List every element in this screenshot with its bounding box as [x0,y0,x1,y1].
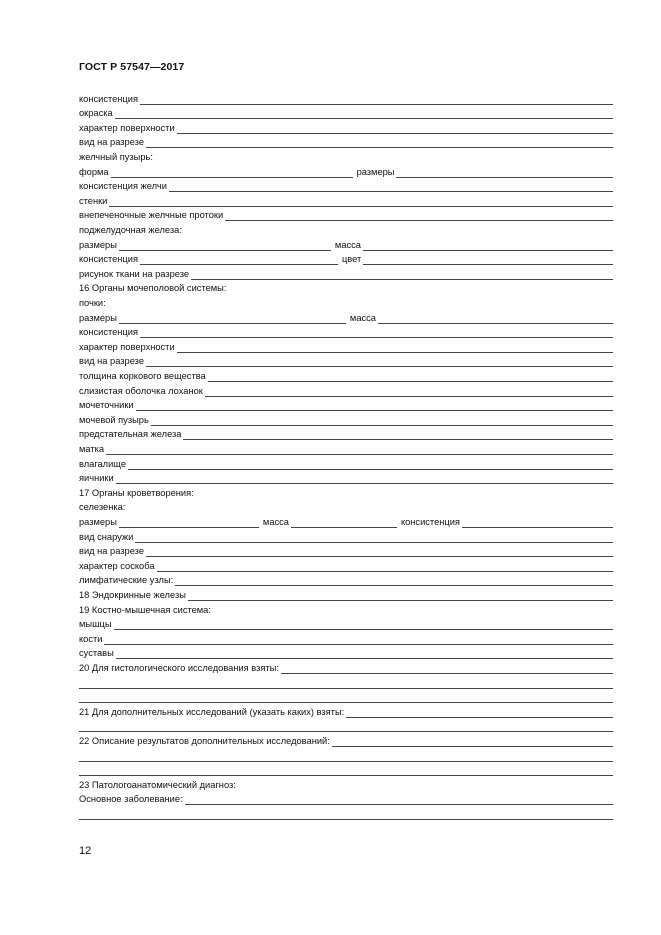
section-heading-label: 20 Для гистологического исследования взяты: [79,662,279,673]
fill-line[interactable] [462,518,613,528]
form-row [79,586,613,601]
field-label: консистенция [400,516,460,527]
form-row [79,543,613,558]
form-row [79,426,613,441]
field-label: форма [79,166,109,177]
section-heading-label: 19 Костно-мышечная система: [79,604,211,615]
field-label: стенки [79,195,108,206]
fill-line[interactable] [205,387,613,397]
section-heading [79,776,613,791]
form-row [79,572,613,587]
form-row [79,557,613,572]
fill-line[interactable] [378,314,613,324]
subheading-label: желчный пузырь: [79,151,153,162]
fill-line[interactable] [177,343,613,353]
fill-line[interactable] [146,138,613,148]
fill-line[interactable] [79,679,613,689]
section-heading-label: 17 Органы кроветворения: [79,487,194,498]
field-label: мышцы [79,619,112,630]
blank-line-row [79,762,613,777]
fill-line[interactable] [114,620,613,630]
form-row [79,616,613,631]
field-label: вид снаружи [79,531,134,542]
field-label: консистенция желчи [79,181,167,192]
field-label: размеры [356,166,395,177]
form-row [79,367,613,382]
fill-line[interactable] [79,693,613,703]
field-label: масса [334,239,361,250]
field-label: характер соскоба [79,560,155,571]
form-row [79,192,613,207]
fill-line[interactable] [185,795,613,805]
form-row [79,236,613,251]
section-heading-label: 22 Описание результатов дополнительных исследований: [79,735,330,746]
fill-line[interactable] [225,211,613,221]
form-row [79,251,613,266]
form-row [79,645,613,660]
fill-line[interactable] [136,401,613,411]
field-label: размеры [79,239,117,250]
blank-line-row [79,689,613,704]
form-row [79,411,613,426]
fill-line[interactable] [140,255,338,265]
subheading-label: селезенка: [79,502,126,513]
fill-line[interactable] [332,737,613,747]
field-label: лимфатические узлы: [79,575,174,586]
form-row [79,513,613,528]
fill-line[interactable] [157,562,613,572]
field-label: слизистая оболочка лоханок [79,385,203,396]
field-label: суставы [79,648,114,659]
blank-line-row [79,747,613,762]
fill-line[interactable] [79,766,613,776]
form-row [79,528,613,543]
form-row [79,659,613,674]
fill-line[interactable] [119,314,346,324]
field-label: консистенция [79,254,138,265]
section-subheading [79,499,613,514]
fill-line[interactable] [116,474,613,484]
form-row [79,119,613,134]
field-label: толщина коркового вещества [79,370,206,381]
fill-line[interactable] [346,708,613,718]
field-label: яичники [79,473,114,484]
fill-line[interactable] [281,664,613,674]
page-number: 12 [79,845,92,857]
field-label: консистенция [79,93,138,104]
fill-line[interactable] [79,722,613,732]
subheading-label: поджелудочная железа: [79,224,182,235]
field-label: матка [79,443,105,454]
form-row [79,630,613,645]
field-label: характер поверхности [79,341,175,352]
field-label: окраска [79,108,113,119]
fill-line[interactable] [208,372,613,382]
form-row [79,382,613,397]
fill-line[interactable] [128,460,613,470]
fill-line[interactable] [104,635,613,645]
fill-line[interactable] [79,752,613,762]
field-label: вид на разрезе [79,356,144,367]
field-label: предстательная железа [79,429,182,440]
form-row [79,470,613,485]
fill-line[interactable] [396,168,613,178]
form-row [79,134,613,149]
field-label: внепеченочные желчные протоки [79,210,224,221]
field-label: вид на разрезе [79,137,144,148]
form-row [79,732,613,747]
section-subheading [79,148,613,163]
fill-line[interactable] [188,591,613,601]
blank-line-row [79,805,613,820]
section-heading [79,601,613,616]
subheading-label: почки: [79,297,106,308]
fill-line[interactable] [116,649,613,659]
section-heading [79,280,613,295]
form-row [79,178,613,193]
field-label: масса [349,312,376,323]
field-label: вид на разрезе [79,546,144,557]
field-label: Основное заболевание: [79,794,183,805]
fill-line[interactable] [109,197,613,207]
field-label: характер поверхности [79,122,175,133]
form-row [79,265,613,280]
form-row [79,440,613,455]
form-row [79,163,613,178]
field-label: рисунок ткани на разрезе [79,268,190,279]
section-subheading [79,221,613,236]
fill-line[interactable] [177,124,613,134]
form-row [79,397,613,412]
form-row [79,309,613,324]
fill-line[interactable] [119,518,259,528]
form-row [79,455,613,470]
fill-line[interactable] [79,810,613,820]
section-subheading [79,294,613,309]
field-label: кости [79,633,103,644]
document-header: ГОСТ Р 57547—2017 [79,61,185,73]
fill-line[interactable] [140,328,613,338]
form-row [79,338,613,353]
fill-line[interactable] [169,182,613,192]
field-label: масса [262,516,289,527]
form-row [79,703,613,718]
field-label: цвет [341,254,362,265]
fill-line[interactable] [140,95,613,105]
section-heading-label: 16 Органы мочеполовой системы: [79,283,227,294]
field-label: мочевой пузырь [79,414,149,425]
fill-line[interactable] [106,445,613,455]
form-row [79,324,613,339]
fill-line[interactable] [175,576,613,586]
field-label: размеры [79,312,117,323]
form-row [79,791,613,806]
fill-line[interactable] [135,533,613,543]
form-row [79,90,613,105]
fill-line[interactable] [119,241,331,251]
section-heading-label: 23 Патологоанатомический диагноз: [79,779,236,790]
fill-line[interactable] [363,241,613,251]
section-heading [79,484,613,499]
fill-line[interactable] [363,255,613,265]
blank-line-row [79,718,613,733]
field-label: размеры [79,516,117,527]
form-row [79,105,613,120]
fill-line[interactable] [146,357,613,367]
field-label: консистенция [79,327,138,338]
fill-line[interactable] [151,416,613,426]
field-label: мочеточники [79,400,134,411]
blank-line-row [79,674,613,689]
section-heading-label: 18 Эндокринные железы [79,589,186,600]
field-label: влагалище [79,458,127,469]
fill-line[interactable] [291,518,397,528]
section-heading-label: 21 Для дополнительных исследований (указать каких) взяты: [79,706,345,717]
fill-line[interactable] [146,547,613,557]
fill-line[interactable] [191,270,613,280]
fill-line[interactable] [115,109,613,119]
fill-line[interactable] [111,168,353,178]
form-row [79,207,613,222]
fill-line[interactable] [183,430,613,440]
form-row [79,353,613,368]
